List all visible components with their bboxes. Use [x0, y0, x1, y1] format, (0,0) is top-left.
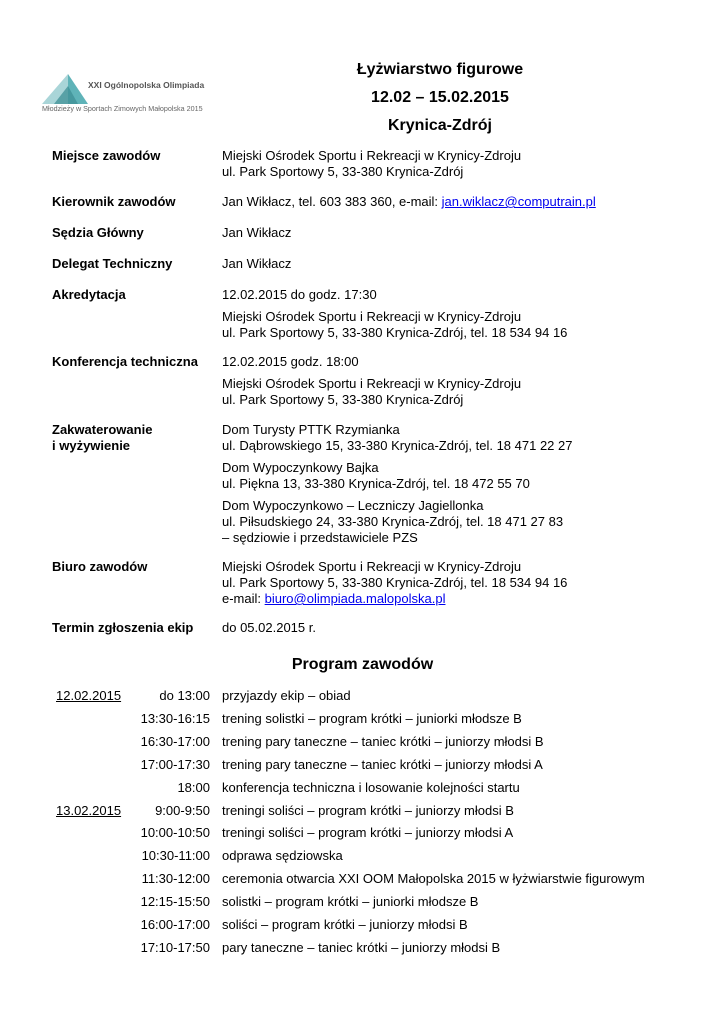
schedule-description: treningi soliści – program krótki – juniorzy młodsi A: [222, 825, 514, 841]
info-value: [222, 559, 672, 607]
schedule-time: 10:30-11:00: [141, 848, 210, 864]
schedule-description: przyjazdy ekip – obiad: [222, 688, 351, 703]
info-line: Dom Turysty PTTK Rzymianka: [222, 422, 400, 437]
info-line: ul. Piłsudskiego 24, 33-380 Krynica-Zdrój, tel. 18 471 27 83: [222, 514, 564, 529]
schedule-row: [40, 709, 680, 729]
schedule-description: trening pary taneczne – taniec krótki – juniorzy młodsi A: [222, 756, 543, 772]
schedule-row: [40, 869, 680, 889]
schedule-date: 13.02.2015: [56, 802, 122, 818]
schedule-time: 17:00-17:30: [140, 756, 210, 772]
schedule-time: 10:00-10:50: [140, 825, 210, 841]
info-label: Sędzia Główny: [52, 225, 144, 240]
info-line: Miejski Ośrodek Sportu i Rekreacji w Krynicy-Zdroju: [222, 559, 522, 574]
logo-pyramid-icon: [40, 72, 90, 106]
info-label: [52, 422, 217, 454]
info-line: Miejski Ośrodek Sportu i Rekreacji w Krynicy-Zdroju: [222, 376, 522, 391]
schedule-date: 12.02.2015: [56, 688, 122, 703]
schedule-description: soliści – program krótki – juniorzy młodsi B: [222, 917, 468, 932]
kierownik-email-link[interactable]: jan.wiklacz@computrain.pl: [441, 194, 596, 209]
schedule-description: konferencja techniczna i losowanie kolejności startu: [222, 779, 520, 795]
info-line: Dom Wypoczynkowo – Leczniczy Jagiellonka: [222, 498, 484, 513]
info-line: ul. Piękna 13, 33-380 Krynica-Zdrój, tel. 18 472 55 70: [222, 476, 530, 491]
info-value: [222, 148, 672, 180]
info-label-line: Zakwaterowanie: [52, 422, 153, 437]
schedule-time: 9:00-9:50: [155, 802, 210, 818]
event-dates: 12.02 – 15.02.2015: [371, 89, 509, 106]
info-line: [222, 591, 672, 607]
schedule-description: pary taneczne – taniec krótki – juniorzy młodsi B: [222, 939, 501, 955]
info-line: – sędziowie i przedstawiciele PZS: [222, 530, 418, 545]
program-title: Program zawodów: [291, 656, 434, 673]
info-line: 12.02.2015 godz. 18:00: [222, 354, 359, 369]
info-line: Dom Wypoczynkowy Bajka: [222, 460, 379, 475]
info-line: ul. Park Sportowy 5, 33-380 Krynica-Zdrój: [222, 164, 464, 179]
schedule-description: trening solistki – program krótki – juniorki młodsze B: [222, 710, 522, 726]
schedule-row: [40, 732, 680, 752]
schedule-row: [40, 915, 680, 935]
info-line: ul. Dąbrowskiego 15, 33-380 Krynica-Zdrój, tel. 18 471 22 27: [222, 438, 573, 453]
info-label: Delegat Techniczny: [52, 256, 173, 271]
info-label-line: i wyżywienie: [52, 438, 131, 453]
info-value: Jan Wikłacz: [222, 256, 292, 271]
schedule-row: [40, 846, 680, 866]
info-label: Miejsce zawodów: [52, 148, 161, 163]
info-label: Konferencja techniczna: [52, 354, 198, 369]
schedule-time: do 13:00: [159, 688, 210, 703]
schedule-description: ceremonia otwarcia XXI OOM Małopolska 2015 w łyżwiarstwie figurowym: [222, 871, 645, 887]
info-line: ul. Park Sportowy 5, 33-380 Krynica-Zdrój: [222, 392, 464, 407]
schedule-time: 16:30-17:00: [140, 733, 210, 749]
schedule-description: treningi soliści – program krótki – juniorzy młodsi B: [222, 802, 514, 818]
schedule-row: [40, 686, 680, 706]
info-value: [222, 194, 672, 210]
info-label: Akredytacja: [52, 287, 126, 302]
schedule-row: [40, 778, 680, 798]
info-value: [222, 354, 672, 408]
email-prefix: e-mail:: [222, 591, 265, 606]
info-line: 12.02.2015 do godz. 17:30: [222, 287, 377, 302]
info-line: Miejski Ośrodek Sportu i Rekreacji w Krynicy-Zdroju: [222, 309, 522, 324]
schedule-time: 17:10-17:50: [140, 939, 210, 955]
schedule-time: 11:30-12:00: [141, 871, 210, 887]
schedule-row: [40, 755, 680, 775]
info-line: ul. Park Sportowy 5, 33-380 Krynica-Zdrój, tel. 18 534 94 16: [222, 325, 568, 340]
schedule-row: [40, 823, 680, 843]
schedule-time: 18:00: [177, 779, 210, 795]
schedule-row: [40, 938, 680, 958]
schedule-time: 16:00-17:00: [140, 917, 210, 932]
info-line: Jan Wikłacz, tel. 603 383 360, e-mail:: [222, 194, 442, 209]
logo-subtitle: Młodzieży w Sportach Zimowych Małopolska 2015: [42, 104, 203, 113]
info-value: [222, 422, 672, 546]
info-line: Miejski Ośrodek Sportu i Rekreacji w Krynicy-Zdroju: [222, 148, 522, 163]
info-line: ul. Park Sportowy 5, 33-380 Krynica-Zdrój, tel. 18 534 94 16: [222, 575, 568, 590]
schedule-description: solistki – program krótki – juniorki młodsze B: [222, 894, 479, 910]
info-value: do 05.02.2015 r.: [222, 620, 316, 635]
info-label: Kierownik zawodów: [52, 194, 176, 209]
schedule-row: [40, 892, 680, 912]
schedule-description: odprawa sędziowska: [222, 848, 343, 864]
event-location: Krynica-Zdrój: [387, 117, 492, 134]
logo-title: XXI Ogólnopolska Olimpiada: [88, 80, 205, 90]
logo: [40, 72, 230, 116]
schedule-time: 12:15-15:50: [140, 894, 210, 910]
biuro-email-link[interactable]: biuro@olimpiada.malopolska.pl: [264, 591, 446, 606]
schedule-time: 13:30-16:15: [140, 710, 210, 726]
schedule-description: trening pary taneczne – taniec krótki – juniorzy młodsi B: [222, 733, 544, 749]
info-value: [222, 287, 672, 341]
schedule-row: [40, 801, 680, 821]
info-label: Biuro zawodów: [52, 559, 148, 574]
page-title: Łyżwiarstwo figurowe: [356, 61, 524, 78]
info-value: Jan Wikłacz: [222, 225, 292, 240]
info-label: Termin zgłoszenia ekip: [52, 620, 194, 635]
